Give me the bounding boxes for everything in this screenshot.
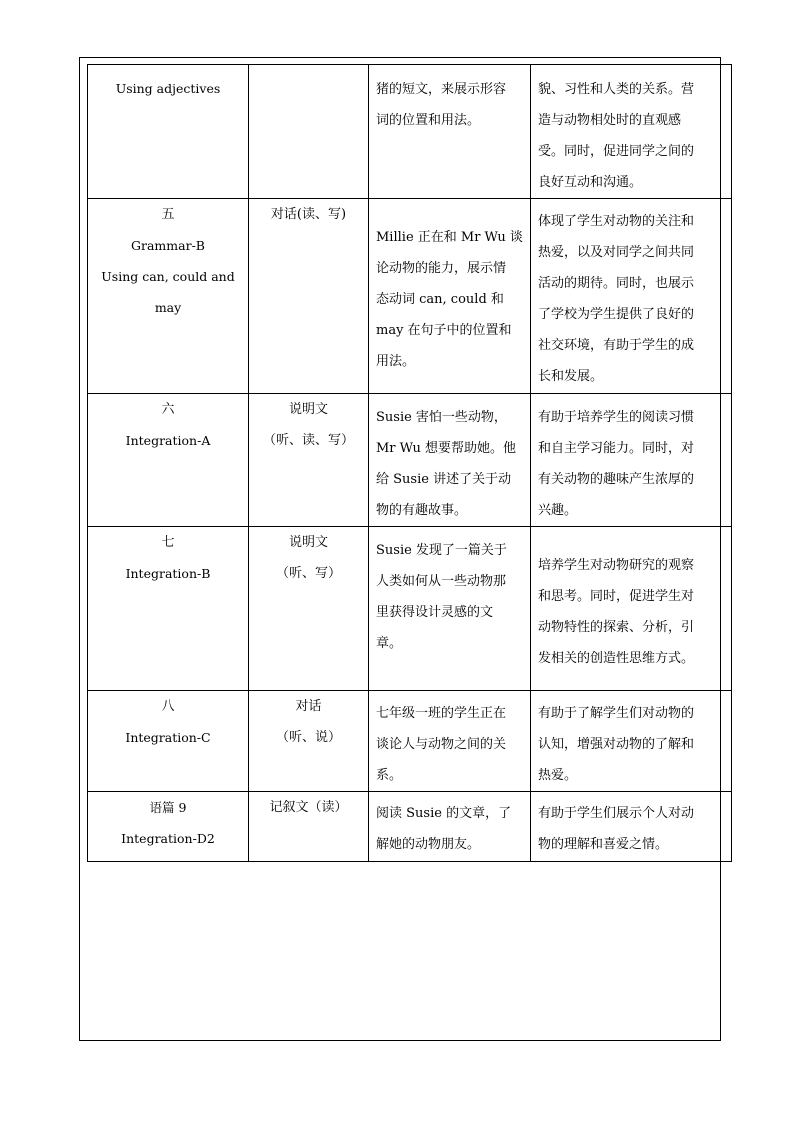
- unit-line: Grammar-B: [131, 238, 205, 253]
- content-line: 态动词 can, could 和: [376, 292, 504, 307]
- table-row: [88, 792, 732, 862]
- purpose-line: 动物特性的探索、分析，引: [538, 620, 695, 635]
- purpose-line: 长和发展。: [538, 369, 604, 384]
- unit-line: Integration-A: [125, 433, 211, 448]
- purpose-line: 了学校为学生提供了良好的: [538, 307, 695, 322]
- type-cell: [249, 792, 369, 862]
- unit-line: 七: [161, 535, 175, 550]
- content-line: Millie 正在和 Mr Wu 谈: [376, 230, 523, 245]
- purpose-line: 和思考。同时，促进学生对: [538, 589, 695, 604]
- table-row: [88, 691, 732, 792]
- purpose-line: 受。同时，促进同学之间的: [538, 144, 695, 159]
- content-line: 物的有趣故事。: [376, 503, 468, 518]
- purpose-line: 有助于了解学生们对动物的: [538, 706, 695, 721]
- type-line: 说明文: [288, 402, 328, 417]
- unit-line: may: [154, 300, 182, 315]
- type-line: 说明文: [288, 535, 328, 550]
- unit-cell: [88, 527, 249, 691]
- unit-cell: [88, 394, 249, 527]
- unit-line: Using can, could and: [101, 269, 235, 284]
- purpose-cell: [531, 394, 732, 527]
- table-row: [88, 199, 732, 394]
- purpose-line: 培养学生对动物研究的观察: [538, 558, 695, 573]
- type-line: 记叙文（读）: [269, 800, 348, 815]
- unit-cell: [88, 199, 249, 394]
- content-line: 猪的短文，来展示形容: [376, 82, 507, 97]
- lesson-table: [87, 64, 732, 862]
- purpose-cell: [531, 792, 732, 862]
- purpose-line: 发相关的创造性思维方式。: [538, 651, 695, 666]
- content-line: 谈论人与动物之间的关: [376, 737, 507, 752]
- content-line: 给 Susie 讲述了关于动: [376, 472, 512, 487]
- content-line: 解她的动物朋友。: [376, 837, 481, 852]
- type-line: 对话(读、写): [270, 207, 347, 222]
- unit-line: 八: [161, 699, 175, 714]
- purpose-line: 有关动物的趣味产生浓厚的: [538, 472, 695, 487]
- unit-line: 五: [161, 207, 175, 222]
- table-row: [88, 65, 732, 199]
- purpose-cell: [531, 691, 732, 792]
- type-cell: [249, 65, 369, 199]
- purpose-line: 物的理解和喜爱之情。: [538, 837, 669, 852]
- table-row: [88, 394, 732, 527]
- type-line: （听、读、写）: [262, 433, 354, 448]
- type-cell: [249, 691, 369, 792]
- purpose-cell: [531, 199, 732, 394]
- content-cell: [369, 65, 531, 199]
- unit-line: Using adjectives: [115, 81, 221, 96]
- unit-line: Integration-D2: [121, 831, 215, 846]
- type-line: 对话: [295, 699, 322, 714]
- content-line: Susie 害怕一些动物，: [376, 410, 507, 425]
- type-line: （听、写）: [275, 566, 341, 581]
- content-line: 论动物的能力，展示情: [376, 261, 507, 276]
- unit-cell: [88, 65, 249, 199]
- content-cell: [369, 527, 531, 691]
- unit-line: 六: [161, 402, 175, 417]
- purpose-cell: [531, 527, 732, 691]
- unit-cell: [88, 691, 249, 792]
- content-cell: [369, 394, 531, 527]
- content-line: 系。: [376, 768, 403, 783]
- purpose-cell: [531, 65, 732, 199]
- purpose-line: 认知，增强对动物的了解和: [538, 737, 695, 752]
- type-cell: [249, 394, 369, 527]
- content-line: 七年级一班的学生正在: [376, 706, 507, 721]
- content-cell: [369, 792, 531, 862]
- purpose-line: 有助于培养学生的阅读习惯: [538, 410, 695, 425]
- purpose-line: 良好互动和沟通。: [538, 175, 643, 190]
- content-line: 词的位置和用法。: [376, 113, 481, 128]
- table-row: [88, 527, 732, 691]
- content-line: may 在句子中的位置和: [376, 323, 512, 338]
- purpose-line: 社交环境，有助于学生的成: [538, 338, 695, 353]
- content-line: Mr Wu 想要帮助她。他: [376, 441, 516, 456]
- type-line: （听、说）: [275, 730, 341, 745]
- content-line: 阅读 Susie 的文章，了: [376, 806, 512, 821]
- purpose-line: 兴趣。: [538, 503, 578, 518]
- unit-line: Integration-B: [125, 566, 211, 581]
- purpose-line: 活动的期待。同时，也展示: [538, 276, 695, 291]
- type-cell: [249, 199, 369, 394]
- unit-line: 语篇 9: [149, 800, 187, 815]
- purpose-line: 貌、习性和人类的关系。营: [538, 82, 695, 97]
- purpose-line: 热爱，以及对同学之间共同: [538, 245, 695, 260]
- purpose-line: 有助于学生们展示个人对动: [538, 806, 695, 821]
- purpose-line: 造与动物相处时的直观感: [538, 113, 682, 128]
- unit-cell: [88, 792, 249, 862]
- unit-line: Integration-C: [125, 730, 211, 745]
- content-line: 章。: [376, 636, 403, 651]
- purpose-line: 和自主学习能力。同时，对: [538, 441, 695, 456]
- content-line: Susie 发现了一篇关于: [376, 543, 507, 558]
- content-cell: [369, 691, 531, 792]
- type-cell: [249, 527, 369, 691]
- content-cell: [369, 199, 531, 394]
- content-line: 里获得设计灵感的文: [376, 605, 494, 620]
- purpose-line: 体现了学生对动物的关注和: [538, 214, 695, 229]
- content-line: 人类如何从一些动物那: [376, 574, 507, 589]
- content-line: 用法。: [376, 354, 416, 369]
- purpose-line: 热爱。: [538, 768, 578, 783]
